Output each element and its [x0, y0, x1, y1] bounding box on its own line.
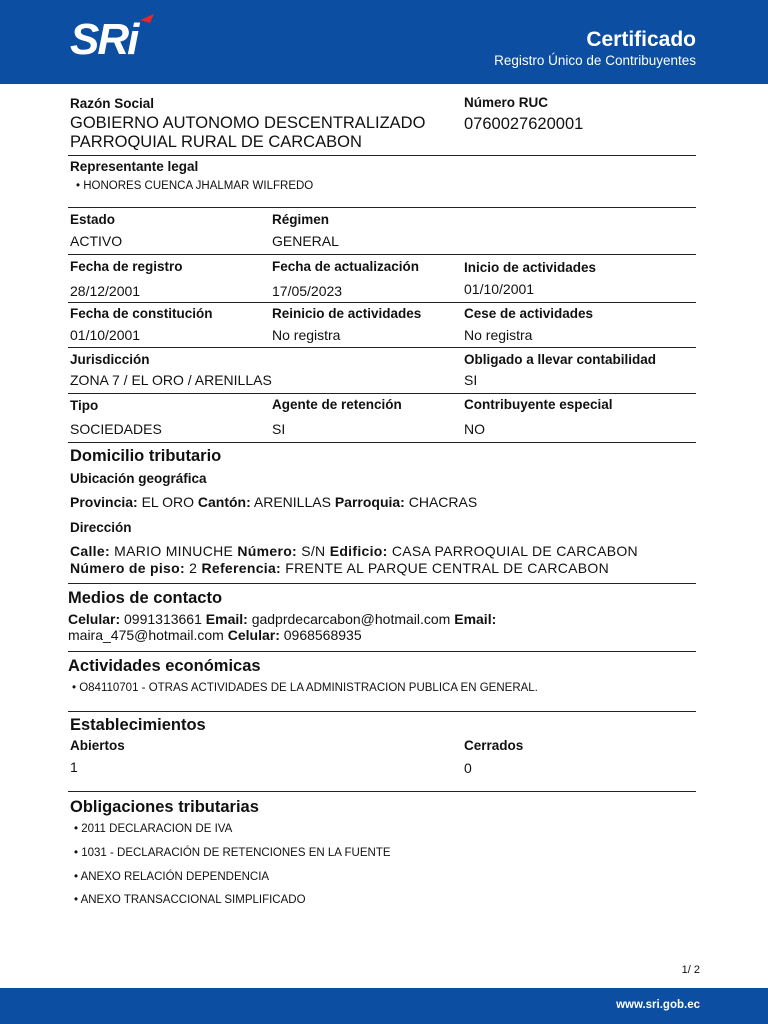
contacto-line1	[68, 611, 496, 627]
estado-value: ACTIVO	[70, 233, 123, 249]
fecha-registro-label: Fecha de registro	[70, 259, 183, 274]
provincia-label: Provincia:	[70, 494, 138, 510]
edificio-value: CASA PARROQUIAL DE CARCABON	[391, 543, 638, 559]
fecha-actualizacion-label: Fecha de actualización	[272, 259, 420, 274]
contribuyente-especial-label: Contribuyente especial	[464, 397, 613, 412]
canton-value: ARENILLAS	[253, 494, 331, 510]
referencia-label: Referencia:	[201, 560, 282, 576]
divider	[68, 254, 696, 255]
certificate-title: Certificado	[586, 28, 696, 51]
contacto-title: Medios de contacto	[68, 589, 223, 607]
ubicacion-line	[70, 494, 477, 510]
ubicacion-label: Ubicación geográfica	[70, 471, 207, 486]
abiertos-value: 1	[70, 759, 78, 775]
obligacion-item: • 1031 - DECLARACIÓN DE RETENCIONES EN LA FUENTE	[74, 847, 391, 859]
regimen-value: GENERAL	[272, 233, 339, 249]
referencia-value: FRENTE AL PARQUE CENTRAL DE CARCABON	[285, 560, 610, 576]
domicilio-title: Domicilio tributario	[70, 447, 222, 465]
razon-social-label: Razón Social	[70, 96, 155, 111]
piso-label: Número de piso:	[70, 560, 185, 576]
footer-bar	[0, 988, 768, 1024]
divider	[68, 791, 696, 792]
inicio-actividades-label: Inicio de actividades	[464, 260, 597, 275]
tipo-value: SOCIEDADES	[70, 421, 162, 437]
establecimientos-title: Establecimientos	[70, 716, 206, 734]
certificate-subtitle: Registro Único de Contribuyentes	[494, 53, 696, 68]
jurisdiccion-value: ZONA 7 / EL ORO / ARENILLAS	[70, 372, 272, 388]
direccion-line2	[70, 560, 609, 576]
fecha-constitucion-value: 01/10/2001	[70, 327, 141, 343]
representante-name: • HONORES CUENCA JHALMAR WILFREDO	[76, 180, 314, 192]
canton-label: Cantón:	[197, 494, 251, 510]
cerrados-label: Cerrados	[464, 738, 524, 753]
ruc-label: Número RUC	[464, 95, 549, 110]
agente-retencion-value: SI	[272, 421, 286, 437]
numero-label: Número:	[237, 543, 298, 559]
celular-value: 0991313661	[124, 611, 202, 627]
provincia-value: EL ORO	[141, 494, 194, 510]
fecha-constitucion-label: Fecha de constitución	[70, 306, 213, 321]
numero-value: S/N	[301, 543, 326, 559]
obligacion-item: • ANEXO TRANSACCIONAL SIMPLIFICADO	[74, 894, 306, 906]
email-label: Email:	[205, 611, 248, 627]
obligacion-item: • 2011 DECLARACION DE IVA	[74, 823, 233, 835]
svg-text:SRi: SRi	[70, 15, 138, 60]
inicio-actividades-value: 01/10/2001	[464, 281, 535, 297]
razon-social-line1: GOBIERNO AUTONOMO DESCENTRALIZADO	[70, 114, 426, 132]
contabilidad-value: SI	[464, 372, 478, 388]
header-bar	[0, 0, 768, 84]
contacto-line2	[68, 627, 362, 643]
razon-social-line2: PARROQUIAL RURAL DE CARCABON	[70, 133, 362, 151]
piso-value: 2	[189, 560, 198, 576]
parroquia-label: Parroquia:	[334, 494, 405, 510]
abiertos-label: Abiertos	[70, 738, 125, 753]
reinicio-actividades-label: Reinicio de actividades	[272, 306, 422, 321]
tipo-label: Tipo	[70, 398, 99, 413]
actividad-item: • O84110701 - OTRAS ACTIVIDADES DE LA ADMINISTRACION PUBLICA EN GENERAL.	[72, 682, 538, 694]
cese-actividades-value: No registra	[464, 327, 533, 343]
divider	[68, 393, 696, 394]
sri-logo	[70, 14, 156, 60]
email-label: Email:	[454, 611, 497, 627]
calle-label: Calle:	[70, 543, 110, 559]
cese-actividades-label: Cese de actividades	[464, 306, 594, 321]
divider	[68, 442, 696, 443]
direccion-line1	[70, 543, 638, 559]
divider	[68, 302, 696, 303]
obligaciones-title: Obligaciones tributarias	[70, 798, 259, 816]
divider	[68, 711, 696, 712]
divider	[68, 651, 696, 652]
email-value: gadprdecarcabon@hotmail.com	[251, 611, 451, 627]
divider	[68, 583, 696, 584]
email-value: maira_475@hotmail.com	[68, 627, 224, 643]
celular-label: Celular:	[227, 627, 280, 643]
regimen-label: Régimen	[272, 212, 330, 227]
ruc-value: 0760027620001	[464, 115, 584, 133]
calle-value: MARIO MINUCHE	[114, 543, 234, 559]
actividades-title: Actividades económicas	[68, 657, 261, 675]
fecha-actualizacion-value: 17/05/2023	[272, 283, 343, 299]
reinicio-actividades-value: No registra	[272, 327, 341, 343]
edificio-label: Edificio:	[329, 543, 388, 559]
divider	[68, 207, 696, 208]
celular-label: Celular:	[68, 611, 121, 627]
estado-label: Estado	[70, 212, 116, 227]
fecha-registro-value: 28/12/2001	[70, 283, 141, 299]
footer-url-link[interactable]: www.sri.gob.ec	[616, 999, 700, 1011]
contribuyente-especial-value: NO	[464, 421, 485, 437]
celular-value: 0968568935	[283, 627, 362, 643]
contabilidad-label: Obligado a llevar contabilidad	[464, 352, 657, 367]
agente-retencion-label: Agente de retención	[272, 397, 402, 412]
page-number: 1/ 2	[681, 964, 700, 976]
divider	[68, 347, 696, 348]
cerrados-value: 0	[464, 760, 472, 776]
representante-label: Representante legal	[70, 159, 199, 174]
direccion-label: Dirección	[70, 520, 132, 535]
parroquia-value: CHACRAS	[408, 494, 478, 510]
jurisdiccion-label: Jurisdicción	[70, 352, 150, 367]
obligacion-item: • ANEXO RELACIÓN DEPENDENCIA	[74, 871, 270, 883]
divider	[68, 155, 696, 156]
